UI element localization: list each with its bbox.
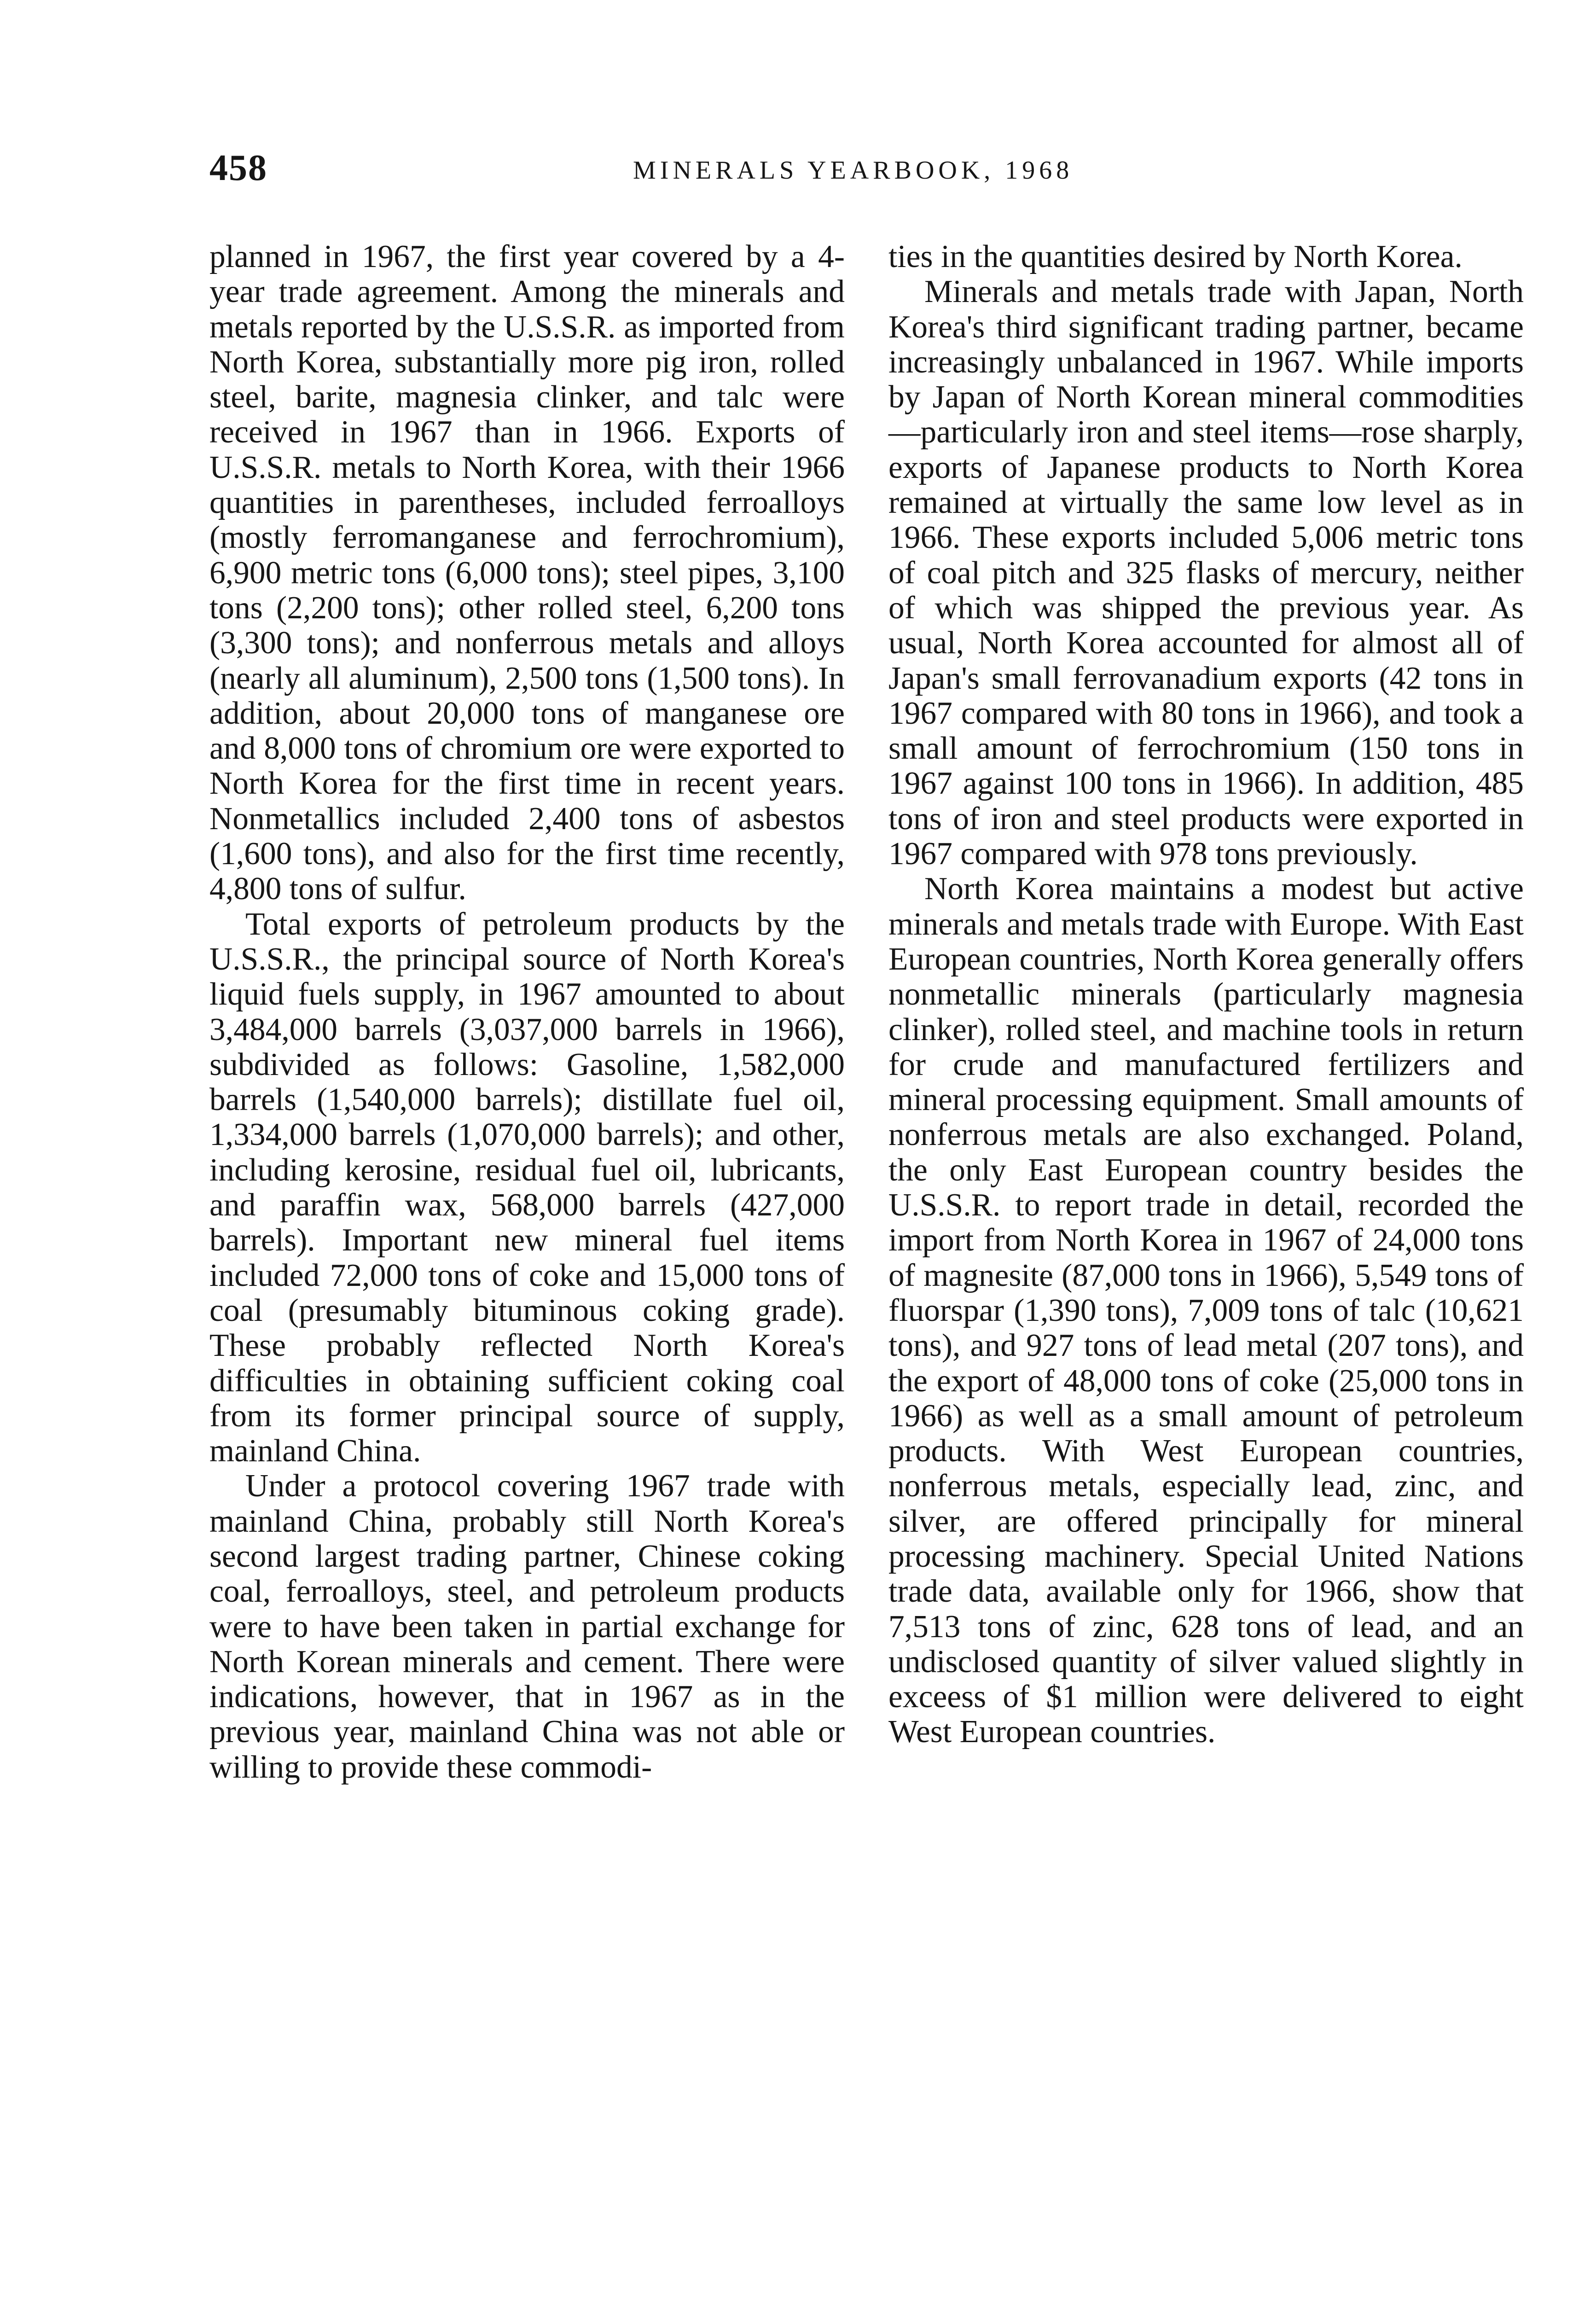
page-number: 458 xyxy=(209,148,267,188)
left-column xyxy=(209,239,845,1785)
paragraph: Minerals and metals trade with Japan, North Korea's third significant trading partner, became increasingly unbalanced in 1967. While imports by Japan of North Korean mineral commodities—particularly iron and steel items—rose sharply, exports of Japanese products to North Korea remained at virtually the same low level as in 1966. These exports included 5,006 metric tons of coal pitch and 325 flasks of mercury, neither of which was shipped the previous year. As usual, North Korea accounted for almost all of Japan's small ferrovanadium exports (42 tons in 1967 compared with 80 tons in 1966), and took a small amount of ferrochromium (150 tons in 1967 against 100 tons in 1966). In addition, 485 tons of iron and steel products were exported in 1967 compared with 978 tons previously. xyxy=(888,274,1524,872)
running-head xyxy=(209,147,1526,189)
running-title: MINERALS YEARBOOK, 1968 xyxy=(633,156,1074,185)
paragraph: Total exports of petroleum products by the U.S.S.R., the principal source of North Korea's liquid fuels supply, in 1967 amounted to about 3,484,000 barrels (3,037,000 barrels in 1966), subdivided as follows: Gasoline, 1,582,000 barrels (1,540,000 barrels); distillate fuel oil, 1,334,000 barrels (1,070,000 barrels); and other, including kerosine, residual fuel oil, lubricants, and paraffin wax, 568,000 barrels (427,000 barrels). Important new mineral fuel items included 72,000 tons of coke and 15,000 tons of coal (presumably bituminous coking grade). These probably reflected North Korea's difficulties in obtaining sufficient coking coal from its former principal source of supply, mainland China. xyxy=(209,906,845,1469)
paragraph: planned in 1967, the first year covered by a 4-year trade agreement. Among the minerals and metals reported by the U.S.S.R. as imported from North Korea, substantially more pig iron, rolled steel, barite, magnesia clinker, and talc were received in 1967 than in 1966. Exports of U.S.S.R. metals to North Korea, with their 1966 quantities in parentheses, included ferroalloys (mostly ferromanganese and ferrochromium), 6,900 metric tons (6,000 tons); steel pipes, 3,100 tons (2,200 tons); other rolled steel, 6,200 tons (3,300 tons); and nonferrous metals and alloys (nearly all aluminum), 2,500 tons (1,500 tons). In addition, about 20,000 tons of manganese ore and 8,000 tons of chromium ore were exported to North Korea for the first time in recent years. Nonmetallics included 2,400 tons of asbestos (1,600 tons), and also for the first time recently, 4,800 tons of sulfur. xyxy=(209,239,845,907)
paragraph: Under a protocol covering 1967 trade with mainland China, probably still North Korea's second largest trading partner, Chinese coking coal, ferroalloys, steel, and petroleum products were to have been taken in partial exchange for North Korean minerals and cement. There were indications, however, that in 1967 as in the previous year, mainland China was not able or willing to provide these commodi- xyxy=(209,1468,845,1785)
paragraph: North Korea maintains a modest but active minerals and metals trade with Europe. With East European countries, North Korea generally offers nonmetallic minerals (particularly magnesia clinker), rolled steel, and machine tools in return for crude and manufactured fertilizers and mineral processing equipment. Small amounts of nonferrous metals are also exchanged. Poland, the only East European country besides the U.S.S.R. to report trade in detail, recorded the import from North Korea in 1967 of 24,000 tons of magnesite (87,000 tons in 1966), 5,549 tons of fluorspar (1,390 tons), 7,009 tons of talc (10,621 tons), and 927 tons of lead metal (207 tons), and the export of 48,000 tons of coke (25,000 tons in 1966) as well as a small amount of petroleum products. With West European countries, nonferrous metals, especially lead, zinc, and silver, are offered principally for mineral processing machinery. Special United Nations trade data, available only for 1966, show that 7,513 tons of zinc, 628 tons of lead, and an undisclosed quantity of silver valued slightly in exceess of $1 million were delivered to eight West European countries. xyxy=(888,871,1524,1750)
paragraph: ties in the quantities desired by North Korea. xyxy=(888,239,1463,274)
right-column xyxy=(888,239,1524,1750)
